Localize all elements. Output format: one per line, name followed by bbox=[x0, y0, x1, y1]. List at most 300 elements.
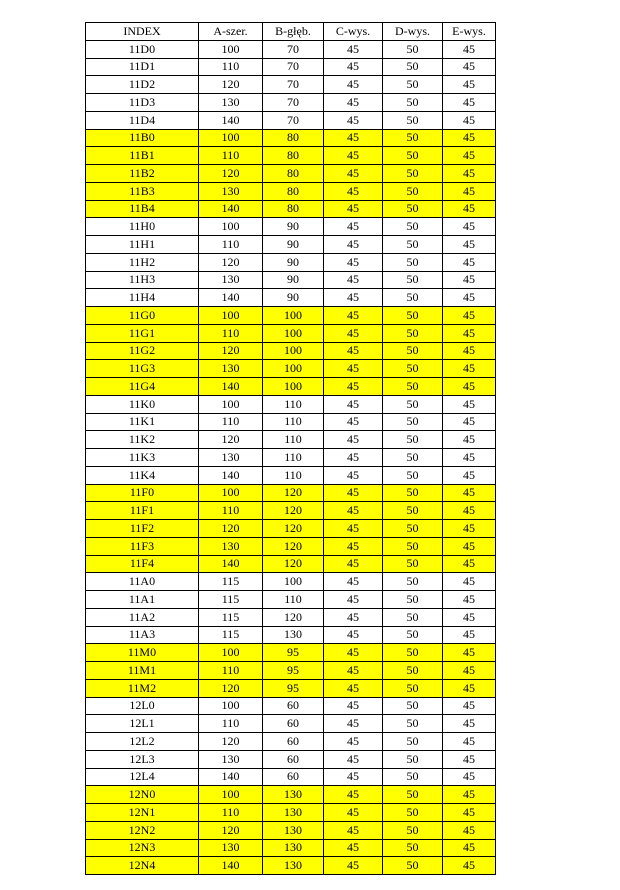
header-c-height: C-wys. bbox=[324, 23, 383, 41]
cell-a-width: 140 bbox=[199, 289, 263, 307]
cell-c-height: 45 bbox=[324, 804, 383, 822]
table-row bbox=[86, 679, 496, 697]
cell-d-height: 50 bbox=[383, 733, 443, 751]
cell-e-height: 45 bbox=[443, 679, 496, 697]
cell-c-height: 45 bbox=[324, 324, 383, 342]
cell-a-width: 110 bbox=[199, 58, 263, 76]
table-row bbox=[86, 58, 496, 76]
cell-e-height: 45 bbox=[443, 804, 496, 822]
table-row bbox=[86, 644, 496, 662]
table-row bbox=[86, 40, 496, 58]
cell-index: 11F1 bbox=[86, 502, 199, 520]
cell-c-height: 45 bbox=[324, 750, 383, 768]
cell-d-height: 50 bbox=[383, 378, 443, 396]
cell-b-depth: 80 bbox=[263, 165, 324, 183]
cell-e-height: 45 bbox=[443, 520, 496, 538]
cell-index: 11B0 bbox=[86, 129, 199, 147]
table-row bbox=[86, 502, 496, 520]
cell-b-depth: 90 bbox=[263, 218, 324, 236]
cell-e-height: 45 bbox=[443, 342, 496, 360]
cell-a-width: 130 bbox=[199, 750, 263, 768]
cell-c-height: 45 bbox=[324, 200, 383, 218]
cell-b-depth: 110 bbox=[263, 591, 324, 609]
cell-d-height: 50 bbox=[383, 431, 443, 449]
cell-b-depth: 70 bbox=[263, 111, 324, 129]
table-row bbox=[86, 715, 496, 733]
cell-e-height: 45 bbox=[443, 857, 496, 875]
cell-c-height: 45 bbox=[324, 608, 383, 626]
cell-index: 12N1 bbox=[86, 804, 199, 822]
table-row bbox=[86, 395, 496, 413]
cell-d-height: 50 bbox=[383, 147, 443, 165]
cell-c-height: 45 bbox=[324, 76, 383, 94]
cell-index: 11H2 bbox=[86, 253, 199, 271]
cell-b-depth: 70 bbox=[263, 40, 324, 58]
cell-d-height: 50 bbox=[383, 573, 443, 591]
table-row bbox=[86, 662, 496, 680]
cell-d-height: 50 bbox=[383, 76, 443, 94]
cell-b-depth: 70 bbox=[263, 58, 324, 76]
cell-index: 11A3 bbox=[86, 626, 199, 644]
cell-c-height: 45 bbox=[324, 342, 383, 360]
cell-e-height: 45 bbox=[443, 413, 496, 431]
cell-b-depth: 95 bbox=[263, 679, 324, 697]
cell-index: 11A0 bbox=[86, 573, 199, 591]
cell-d-height: 50 bbox=[383, 342, 443, 360]
cell-d-height: 50 bbox=[383, 626, 443, 644]
cell-c-height: 45 bbox=[324, 839, 383, 857]
cell-b-depth: 110 bbox=[263, 449, 324, 467]
cell-index: 11G1 bbox=[86, 324, 199, 342]
cell-b-depth: 100 bbox=[263, 573, 324, 591]
cell-d-height: 50 bbox=[383, 413, 443, 431]
cell-c-height: 45 bbox=[324, 395, 383, 413]
table-row bbox=[86, 537, 496, 555]
cell-b-depth: 110 bbox=[263, 395, 324, 413]
cell-a-width: 110 bbox=[199, 236, 263, 254]
cell-a-width: 130 bbox=[199, 94, 263, 112]
cell-c-height: 45 bbox=[324, 733, 383, 751]
cell-a-width: 120 bbox=[199, 679, 263, 697]
cell-a-width: 130 bbox=[199, 182, 263, 200]
cell-d-height: 50 bbox=[383, 502, 443, 520]
table-row bbox=[86, 750, 496, 768]
cell-a-width: 110 bbox=[199, 413, 263, 431]
cell-b-depth: 90 bbox=[263, 289, 324, 307]
cell-b-depth: 60 bbox=[263, 697, 324, 715]
cell-a-width: 120 bbox=[199, 342, 263, 360]
cell-c-height: 45 bbox=[324, 431, 383, 449]
table-row bbox=[86, 484, 496, 502]
cell-a-width: 140 bbox=[199, 857, 263, 875]
cell-e-height: 45 bbox=[443, 431, 496, 449]
cell-a-width: 110 bbox=[199, 324, 263, 342]
cell-b-depth: 90 bbox=[263, 236, 324, 254]
cell-e-height: 45 bbox=[443, 733, 496, 751]
cell-c-height: 45 bbox=[324, 555, 383, 573]
table-row bbox=[86, 786, 496, 804]
cell-b-depth: 70 bbox=[263, 94, 324, 112]
cell-b-depth: 120 bbox=[263, 608, 324, 626]
cell-c-height: 45 bbox=[324, 378, 383, 396]
cell-a-width: 130 bbox=[199, 271, 263, 289]
table-row bbox=[86, 378, 496, 396]
cell-d-height: 50 bbox=[383, 58, 443, 76]
cell-a-width: 140 bbox=[199, 466, 263, 484]
cell-a-width: 110 bbox=[199, 662, 263, 680]
cell-b-depth: 95 bbox=[263, 644, 324, 662]
cell-index: 12L1 bbox=[86, 715, 199, 733]
cell-b-depth: 80 bbox=[263, 129, 324, 147]
cell-c-height: 45 bbox=[324, 466, 383, 484]
cell-a-width: 140 bbox=[199, 378, 263, 396]
cell-e-height: 45 bbox=[443, 715, 496, 733]
cell-index: 11M1 bbox=[86, 662, 199, 680]
table-row bbox=[86, 413, 496, 431]
cell-d-height: 50 bbox=[383, 289, 443, 307]
cell-b-depth: 95 bbox=[263, 662, 324, 680]
table-row bbox=[86, 821, 496, 839]
table-row bbox=[86, 591, 496, 609]
cell-index: 11F3 bbox=[86, 537, 199, 555]
cell-e-height: 45 bbox=[443, 644, 496, 662]
cell-e-height: 45 bbox=[443, 697, 496, 715]
table-row bbox=[86, 573, 496, 591]
cell-e-height: 45 bbox=[443, 147, 496, 165]
cell-e-height: 45 bbox=[443, 40, 496, 58]
cell-e-height: 45 bbox=[443, 786, 496, 804]
cell-d-height: 50 bbox=[383, 591, 443, 609]
header-index: INDEX bbox=[86, 23, 199, 41]
table-row bbox=[86, 449, 496, 467]
cell-index: 11H1 bbox=[86, 236, 199, 254]
cell-index: 11H4 bbox=[86, 289, 199, 307]
table-row bbox=[86, 165, 496, 183]
cell-a-width: 120 bbox=[199, 520, 263, 538]
cell-a-width: 120 bbox=[199, 165, 263, 183]
cell-a-width: 110 bbox=[199, 502, 263, 520]
cell-d-height: 50 bbox=[383, 200, 443, 218]
table-row bbox=[86, 271, 496, 289]
dimensions-table bbox=[85, 22, 496, 875]
cell-e-height: 45 bbox=[443, 395, 496, 413]
cell-b-depth: 100 bbox=[263, 360, 324, 378]
cell-e-height: 45 bbox=[443, 271, 496, 289]
cell-b-depth: 70 bbox=[263, 76, 324, 94]
cell-b-depth: 130 bbox=[263, 857, 324, 875]
cell-c-height: 45 bbox=[324, 857, 383, 875]
cell-c-height: 45 bbox=[324, 111, 383, 129]
cell-d-height: 50 bbox=[383, 111, 443, 129]
cell-index: 11K1 bbox=[86, 413, 199, 431]
cell-index: 11M0 bbox=[86, 644, 199, 662]
cell-d-height: 50 bbox=[383, 644, 443, 662]
cell-a-width: 115 bbox=[199, 626, 263, 644]
cell-c-height: 45 bbox=[324, 644, 383, 662]
cell-index: 12N3 bbox=[86, 839, 199, 857]
cell-c-height: 45 bbox=[324, 58, 383, 76]
cell-a-width: 100 bbox=[199, 307, 263, 325]
cell-index: 11A1 bbox=[86, 591, 199, 609]
cell-d-height: 50 bbox=[383, 449, 443, 467]
table-row bbox=[86, 111, 496, 129]
cell-c-height: 45 bbox=[324, 697, 383, 715]
cell-d-height: 50 bbox=[383, 466, 443, 484]
cell-c-height: 45 bbox=[324, 662, 383, 680]
cell-e-height: 45 bbox=[443, 821, 496, 839]
cell-b-depth: 90 bbox=[263, 253, 324, 271]
cell-e-height: 45 bbox=[443, 58, 496, 76]
table-row bbox=[86, 307, 496, 325]
cell-b-depth: 120 bbox=[263, 484, 324, 502]
cell-c-height: 45 bbox=[324, 821, 383, 839]
table-row bbox=[86, 608, 496, 626]
cell-a-width: 115 bbox=[199, 608, 263, 626]
cell-index: 11H0 bbox=[86, 218, 199, 236]
cell-b-depth: 100 bbox=[263, 342, 324, 360]
cell-a-width: 140 bbox=[199, 200, 263, 218]
cell-b-depth: 60 bbox=[263, 715, 324, 733]
table-row bbox=[86, 360, 496, 378]
cell-a-width: 115 bbox=[199, 591, 263, 609]
cell-e-height: 45 bbox=[443, 289, 496, 307]
cell-d-height: 50 bbox=[383, 40, 443, 58]
table-row bbox=[86, 147, 496, 165]
table-row bbox=[86, 804, 496, 822]
cell-c-height: 45 bbox=[324, 537, 383, 555]
cell-e-height: 45 bbox=[443, 236, 496, 254]
cell-index: 11K0 bbox=[86, 395, 199, 413]
cell-index: 11D1 bbox=[86, 58, 199, 76]
cell-e-height: 45 bbox=[443, 768, 496, 786]
cell-index: 11F4 bbox=[86, 555, 199, 573]
cell-a-width: 130 bbox=[199, 839, 263, 857]
header-row bbox=[86, 23, 496, 41]
cell-d-height: 50 bbox=[383, 182, 443, 200]
table-row bbox=[86, 839, 496, 857]
cell-e-height: 45 bbox=[443, 626, 496, 644]
cell-d-height: 50 bbox=[383, 360, 443, 378]
cell-e-height: 45 bbox=[443, 200, 496, 218]
cell-a-width: 120 bbox=[199, 253, 263, 271]
cell-index: 11K2 bbox=[86, 431, 199, 449]
cell-index: 11B1 bbox=[86, 147, 199, 165]
cell-d-height: 50 bbox=[383, 821, 443, 839]
cell-e-height: 45 bbox=[443, 502, 496, 520]
cell-e-height: 45 bbox=[443, 466, 496, 484]
cell-e-height: 45 bbox=[443, 76, 496, 94]
cell-b-depth: 60 bbox=[263, 733, 324, 751]
table-row bbox=[86, 520, 496, 538]
cell-a-width: 140 bbox=[199, 768, 263, 786]
table-row bbox=[86, 342, 496, 360]
cell-b-depth: 80 bbox=[263, 147, 324, 165]
cell-e-height: 45 bbox=[443, 839, 496, 857]
cell-d-height: 50 bbox=[383, 608, 443, 626]
cell-d-height: 50 bbox=[383, 804, 443, 822]
cell-index: 11D2 bbox=[86, 76, 199, 94]
cell-c-height: 45 bbox=[324, 768, 383, 786]
cell-d-height: 50 bbox=[383, 236, 443, 254]
cell-index: 12L3 bbox=[86, 750, 199, 768]
cell-d-height: 50 bbox=[383, 520, 443, 538]
cell-d-height: 50 bbox=[383, 271, 443, 289]
cell-c-height: 45 bbox=[324, 591, 383, 609]
cell-e-height: 45 bbox=[443, 750, 496, 768]
cell-index: 12L2 bbox=[86, 733, 199, 751]
cell-b-depth: 100 bbox=[263, 324, 324, 342]
cell-a-width: 110 bbox=[199, 804, 263, 822]
cell-a-width: 130 bbox=[199, 449, 263, 467]
cell-c-height: 45 bbox=[324, 502, 383, 520]
cell-b-depth: 60 bbox=[263, 768, 324, 786]
cell-e-height: 45 bbox=[443, 662, 496, 680]
cell-c-height: 45 bbox=[324, 449, 383, 467]
cell-a-width: 140 bbox=[199, 111, 263, 129]
cell-c-height: 45 bbox=[324, 218, 383, 236]
table-row bbox=[86, 697, 496, 715]
cell-a-width: 100 bbox=[199, 644, 263, 662]
table-body bbox=[86, 40, 496, 874]
header-a-width: A-szer. bbox=[199, 23, 263, 41]
cell-c-height: 45 bbox=[324, 484, 383, 502]
cell-d-height: 50 bbox=[383, 165, 443, 183]
cell-c-height: 45 bbox=[324, 520, 383, 538]
cell-c-height: 45 bbox=[324, 253, 383, 271]
cell-e-height: 45 bbox=[443, 165, 496, 183]
cell-a-width: 120 bbox=[199, 733, 263, 751]
cell-b-depth: 110 bbox=[263, 466, 324, 484]
cell-c-height: 45 bbox=[324, 360, 383, 378]
cell-b-depth: 120 bbox=[263, 520, 324, 538]
cell-d-height: 50 bbox=[383, 307, 443, 325]
cell-index: 12N0 bbox=[86, 786, 199, 804]
cell-index: 12L0 bbox=[86, 697, 199, 715]
cell-b-depth: 110 bbox=[263, 413, 324, 431]
cell-e-height: 45 bbox=[443, 449, 496, 467]
cell-e-height: 45 bbox=[443, 253, 496, 271]
cell-d-height: 50 bbox=[383, 768, 443, 786]
cell-d-height: 50 bbox=[383, 253, 443, 271]
cell-d-height: 50 bbox=[383, 839, 443, 857]
cell-b-depth: 60 bbox=[263, 750, 324, 768]
cell-index: 11A2 bbox=[86, 608, 199, 626]
cell-c-height: 45 bbox=[324, 40, 383, 58]
cell-index: 12N2 bbox=[86, 821, 199, 839]
cell-index: 11K4 bbox=[86, 466, 199, 484]
cell-index: 11B4 bbox=[86, 200, 199, 218]
cell-c-height: 45 bbox=[324, 715, 383, 733]
cell-e-height: 45 bbox=[443, 608, 496, 626]
cell-c-height: 45 bbox=[324, 147, 383, 165]
cell-c-height: 45 bbox=[324, 182, 383, 200]
cell-a-width: 100 bbox=[199, 129, 263, 147]
cell-c-height: 45 bbox=[324, 679, 383, 697]
table-row bbox=[86, 289, 496, 307]
cell-c-height: 45 bbox=[324, 129, 383, 147]
cell-index: 11G4 bbox=[86, 378, 199, 396]
cell-a-width: 110 bbox=[199, 715, 263, 733]
cell-b-depth: 120 bbox=[263, 502, 324, 520]
cell-d-height: 50 bbox=[383, 94, 443, 112]
header-e-height: E-wys. bbox=[443, 23, 496, 41]
cell-c-height: 45 bbox=[324, 413, 383, 431]
cell-a-width: 100 bbox=[199, 218, 263, 236]
cell-e-height: 45 bbox=[443, 129, 496, 147]
cell-a-width: 100 bbox=[199, 395, 263, 413]
cell-b-depth: 120 bbox=[263, 537, 324, 555]
cell-d-height: 50 bbox=[383, 750, 443, 768]
table-row bbox=[86, 857, 496, 875]
cell-e-height: 45 bbox=[443, 555, 496, 573]
cell-c-height: 45 bbox=[324, 786, 383, 804]
cell-e-height: 45 bbox=[443, 484, 496, 502]
table-row bbox=[86, 253, 496, 271]
cell-b-depth: 80 bbox=[263, 200, 324, 218]
cell-d-height: 50 bbox=[383, 555, 443, 573]
cell-b-depth: 100 bbox=[263, 378, 324, 396]
cell-e-height: 45 bbox=[443, 537, 496, 555]
cell-a-width: 100 bbox=[199, 40, 263, 58]
cell-d-height: 50 bbox=[383, 395, 443, 413]
header-d-height: D-wys. bbox=[383, 23, 443, 41]
cell-b-depth: 100 bbox=[263, 307, 324, 325]
cell-b-depth: 130 bbox=[263, 626, 324, 644]
cell-index: 11F0 bbox=[86, 484, 199, 502]
cell-b-depth: 130 bbox=[263, 786, 324, 804]
cell-b-depth: 130 bbox=[263, 821, 324, 839]
cell-a-width: 100 bbox=[199, 484, 263, 502]
cell-a-width: 140 bbox=[199, 555, 263, 573]
cell-c-height: 45 bbox=[324, 573, 383, 591]
cell-d-height: 50 bbox=[383, 697, 443, 715]
cell-a-width: 130 bbox=[199, 537, 263, 555]
cell-c-height: 45 bbox=[324, 626, 383, 644]
cell-c-height: 45 bbox=[324, 236, 383, 254]
cell-a-width: 120 bbox=[199, 821, 263, 839]
cell-index: 11K3 bbox=[86, 449, 199, 467]
cell-e-height: 45 bbox=[443, 94, 496, 112]
table-row bbox=[86, 466, 496, 484]
cell-b-depth: 80 bbox=[263, 182, 324, 200]
cell-index: 11B3 bbox=[86, 182, 199, 200]
table-row bbox=[86, 200, 496, 218]
cell-c-height: 45 bbox=[324, 94, 383, 112]
table-row bbox=[86, 768, 496, 786]
cell-a-width: 115 bbox=[199, 573, 263, 591]
cell-index: 11F2 bbox=[86, 520, 199, 538]
table-row bbox=[86, 236, 496, 254]
cell-index: 11H3 bbox=[86, 271, 199, 289]
cell-d-height: 50 bbox=[383, 537, 443, 555]
cell-b-depth: 90 bbox=[263, 271, 324, 289]
header-b-depth: B-głęb. bbox=[263, 23, 324, 41]
cell-d-height: 50 bbox=[383, 715, 443, 733]
cell-c-height: 45 bbox=[324, 307, 383, 325]
cell-index: 11G2 bbox=[86, 342, 199, 360]
cell-b-depth: 130 bbox=[263, 804, 324, 822]
cell-c-height: 45 bbox=[324, 165, 383, 183]
cell-e-height: 45 bbox=[443, 573, 496, 591]
table-row bbox=[86, 76, 496, 94]
cell-d-height: 50 bbox=[383, 129, 443, 147]
cell-e-height: 45 bbox=[443, 324, 496, 342]
cell-index: 11M2 bbox=[86, 679, 199, 697]
cell-d-height: 50 bbox=[383, 786, 443, 804]
cell-e-height: 45 bbox=[443, 591, 496, 609]
table-row bbox=[86, 218, 496, 236]
cell-d-height: 50 bbox=[383, 484, 443, 502]
